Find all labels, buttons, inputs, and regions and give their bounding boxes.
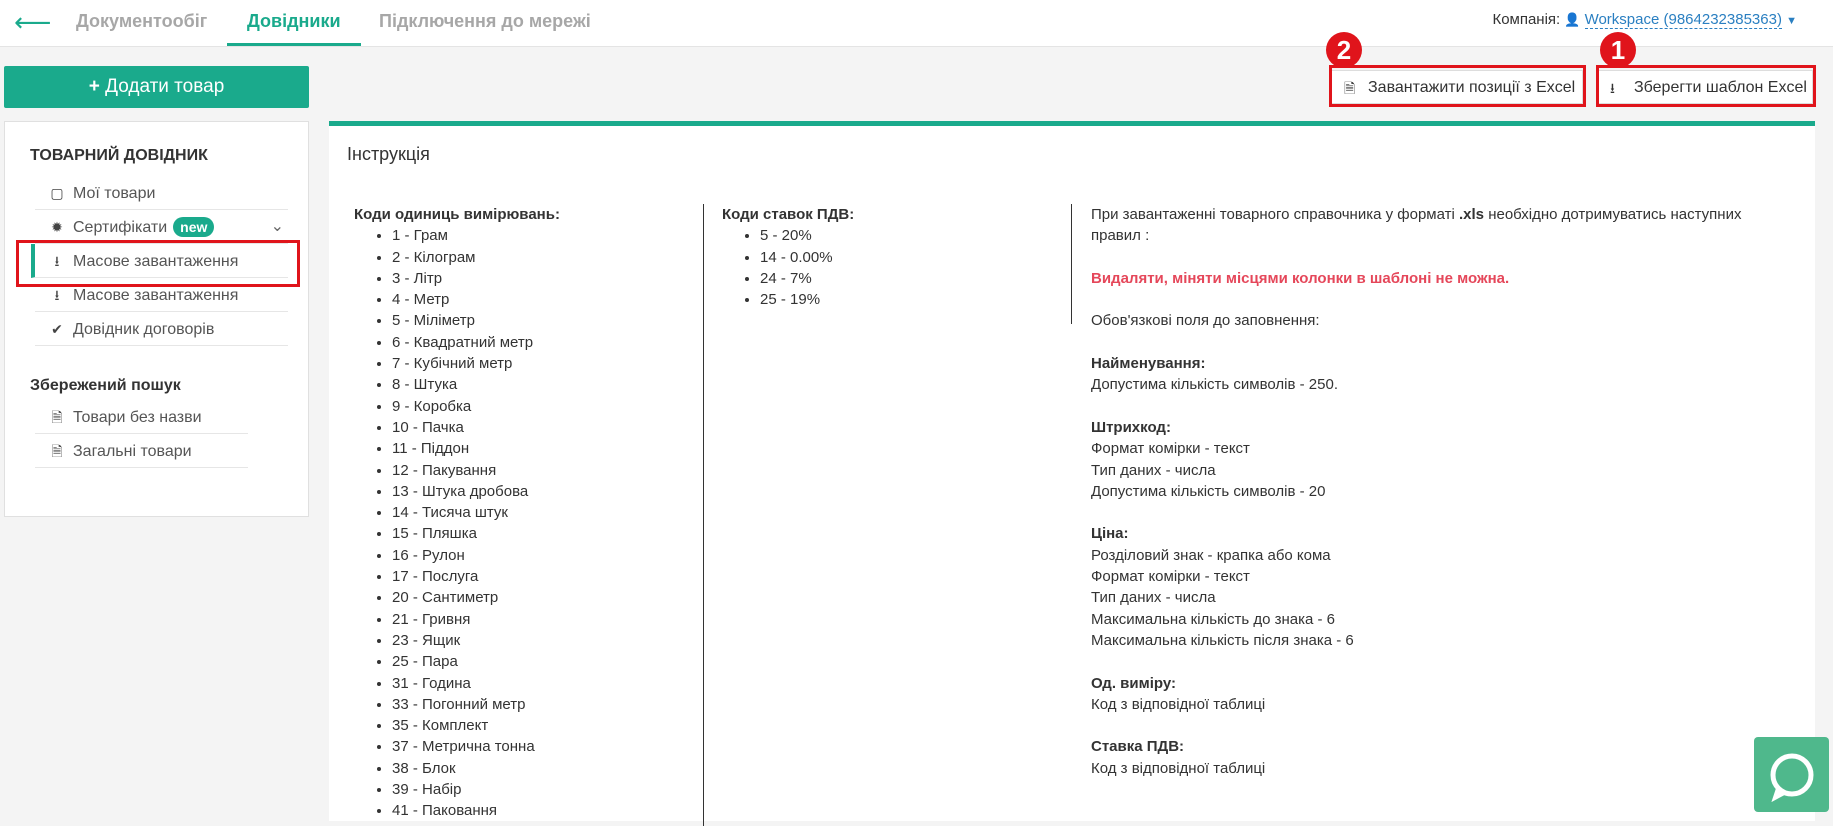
company-name[interactable]: Workspace (9864232385363) [1584,11,1782,28]
field-rule: Тип даних - числа [1091,589,1216,607]
sidebar-item-contracts[interactable] [35,312,288,346]
field-rule: Тип даних - числа [1091,461,1216,479]
unit-item: • 5 - Міліметр [392,310,674,331]
unit-item: • 2 - Кілограм [392,247,674,268]
box-icon: ▢ [50,185,64,201]
unit-item: • 37 - Метрична тонна [392,736,674,757]
unit-item: • 13 - Штука дробова [392,481,674,502]
chat-button[interactable] [1754,737,1829,812]
field-rule: Допустима кількість символів - 250. [1091,376,1338,394]
chevron-down-icon[interactable]: ⌄ [270,218,284,235]
unit-item: • 31 - Година [392,673,674,694]
file-icon: 🗎 [51,443,63,459]
unit-item: • 35 - Комплект [392,715,674,736]
unit-item: • 8 - Штука [392,374,674,395]
top-navigation [0,0,1833,47]
sidebar-item-label: Товари без назви [73,409,202,426]
field-rule: Максимальна кількість до знака - 6 [1091,610,1336,628]
file-icon: 🗎 [51,409,63,425]
field-name: Найменування: [1091,355,1206,373]
chat-bubble-icon [1754,737,1829,812]
vat-item: • 14 - 0.00% [760,247,1022,268]
unit-item: • 11 - Піддон [392,438,674,459]
upload-excel-label: Завантажити позиції з Excel [1368,79,1576,96]
vat-header: Коди ставок ПДВ: [722,206,855,223]
field-rule: Код з відповідної таблиці [1091,759,1266,777]
sidebar-item-label: Масове завантаження [73,287,239,304]
unit-item: • 4 - Метр [392,289,674,310]
sidebar-item-label: Сертифікати [73,219,168,236]
divider [703,204,704,826]
unit-item: • 17 - Послуга [392,566,674,587]
units-column [354,204,674,822]
certificate-icon: ✹ [51,219,63,235]
unit-item: • 23 - Ящик [392,630,674,651]
sidebar-item-label: Масове завантаження [73,253,239,270]
unit-item: • 10 - Пачка [392,417,674,438]
field-name: Ціна: [1091,525,1129,543]
sidebar-item-certificates[interactable] [35,210,288,244]
intro-text: При завантаженні товарного справочника у форматі .xls необхідно дотримуватись наступних правил : [1091,206,1742,245]
tab-directories[interactable]: Довідники [227,0,361,46]
units-list [354,225,674,821]
unit-item: • 20 - Сантиметр [392,587,674,608]
vat-column [722,204,1022,310]
download-icon: ⭳ [1610,80,1615,96]
sidebar-item-unnamed-products[interactable] [35,400,248,434]
unit-item: • 39 - Набір [392,779,674,800]
sidebar-item-label: Мої товари [73,185,156,202]
field-rule: Розділовий знак - крапка або кома [1091,546,1331,564]
tab-documents[interactable]: Документообіг [76,11,208,31]
warning-text: Видаляти, міняти місцями колонки в шаблоні не можна. [1091,269,1510,287]
callout-number-1: 1 [1600,32,1636,68]
unit-item: • 6 - Квадратний метр [392,332,674,353]
field-name: Ставка ПДВ: [1091,738,1185,756]
unit-item: • 9 - Коробка [392,396,674,417]
rules-column [1091,204,1791,779]
field-rule: Формат комірки - текст [1091,440,1250,458]
unit-item: • 41 - Паковання [392,800,674,821]
tab-network[interactable]: Підключення до мережі [379,11,591,31]
save-template-label: Зберегти шаблон Excel [1634,79,1807,96]
saved-search-title: Збережений пошук [30,377,181,394]
company-selector[interactable] [1492,11,1797,28]
unit-item: • 33 - Погонний метр [392,694,674,715]
highlight-box-save [1596,65,1816,107]
vat-list [722,225,1022,310]
vat-item: • 25 - 19% [760,289,1022,310]
download-icon: ⭳ [54,253,60,269]
unit-item: • 38 - Блок [392,758,674,779]
vat-item: • 5 - 20% [760,225,1022,246]
unit-item: • 7 - Кубічний метр [392,353,674,374]
download-icon: ⭳ [54,287,60,303]
plus-icon: + [88,76,100,97]
field-name: Од. виміру: [1091,674,1176,692]
add-product-button[interactable] [4,66,309,108]
required-fields [1091,332,1791,779]
unit-item: • 1 - Грам [392,225,674,246]
unit-item: • 16 - Рулон [392,545,674,566]
panel-title: Інструкція [347,144,430,164]
section-title: ТОВАРНИЙ ДОВІДНИК [30,147,208,164]
arrow-left-icon[interactable]: ⟵ [14,7,52,37]
caret-down-icon[interactable]: ▼ [1786,15,1797,27]
unit-item: • 3 - Літр [392,268,674,289]
excel-file-icon: 🗎 [1344,80,1356,96]
company-label: Компанія: [1492,11,1561,28]
field-name: Штрихкод: [1091,418,1171,436]
sidebar-item-label: Довідник договорів [73,321,215,338]
instruction-panel [329,121,1815,821]
highlight-box-upload [1329,65,1586,107]
vat-item: • 24 - 7% [760,268,1022,289]
highlight-box-sidebar [16,240,300,287]
field-rule: Формат комірки - текст [1091,568,1250,586]
callout-number-2: 2 [1326,32,1362,68]
sidebar-item-general-products[interactable] [35,434,248,468]
unit-item: • 14 - Тисяча штук [392,502,674,523]
field-rule: Допустима кількість символів - 20 [1091,482,1326,500]
field-rule: Максимальна кількість після знака - 6 [1091,631,1354,649]
units-header: Коди одиниць вимірювань: [354,206,560,223]
new-badge: new [173,217,214,237]
unit-item: • 25 - Пара [392,651,674,672]
user-icon: 👤 [1564,12,1581,27]
unit-item: • 12 - Пакування [392,460,674,481]
field-rule: Код з відповідної таблиці [1091,695,1266,713]
add-product-label: Додати товар [105,76,225,97]
divider [1071,204,1072,324]
unit-item: • 21 - Гривня [392,609,674,630]
check-icon: ✔ [51,321,63,337]
sidebar-item-my-products[interactable] [35,176,288,210]
unit-item: • 15 - Пляшка [392,523,674,544]
sidebar-item-label: Загальні товари [73,443,192,460]
required-text: Обов'язкові поля до заповнення: [1091,312,1320,330]
sidebar [4,121,309,517]
